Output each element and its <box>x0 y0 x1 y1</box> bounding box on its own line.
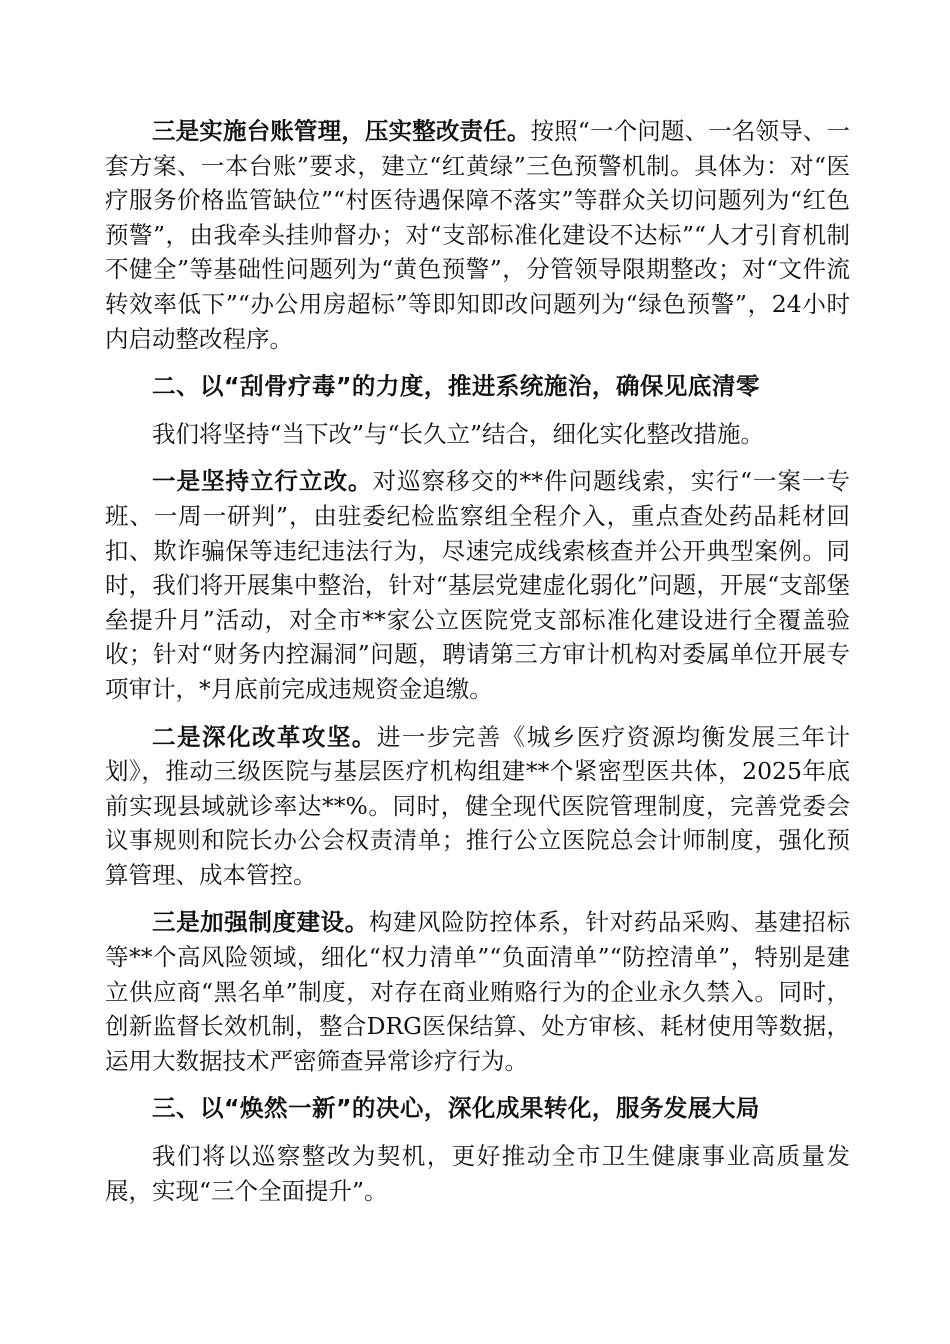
paragraph-text: 按照“一个问题、一名领导、一套方案、一本台账”要求，建立“红黄绿”三色预警机制。具体为：对“医疗服务价格监管缺位”“村医待遇保障不落实”等群众关切问题列为“红色预警”，由我牵头挂帅督办；对“支部标准化建设不达标”“人才引育机制不健全”等基础性问题列为“黄色预警”，分管领导限期整改；对“文件流转效率低下”“办公用房超标”等即知即改问题列为“绿色预警”，24小时内启动整改程序。 <box>105 117 851 353</box>
paragraph-lead: 二是深化改革攻坚。 <box>152 722 377 751</box>
paragraph-reform <box>105 720 850 893</box>
section-heading-3: 三、以“焕然一新”的决心，深化成果转化，服务发展大局 <box>152 1094 760 1123</box>
paragraph-lead: 三是实施台账管理，压实整改责任。 <box>152 117 531 145</box>
paragraph-lead: 一是坚持立行立改。 <box>152 467 373 496</box>
paragraph-intro-2: 我们将坚持“当下改”与“长久立”结合，细化实化整改措施。 <box>152 419 765 448</box>
paragraph-institution-building <box>105 905 850 1078</box>
document-body <box>105 114 850 1221</box>
paragraph-text: 对巡察移交的**件问题线索，实行“一案一专班、一周一研判”，由驻委纪检监察组全程介入，重点查处药品耗材回扣、欺诈骗保等违纪违法行为，尽速完成线索核查并公开典型案例。同时，我们将开展集中整治，针对“基层党建虚化弱化”问题，开展“支部堡垒提升月”活动，对全市**家公立医院党支部标准化建设进行全覆盖验收；针对“财务内控漏洞”问题，聘请第三方审计机构对委属单位开展专项审计，*月底前完成违规资金追缴。 <box>105 467 851 703</box>
section-heading-2: 二、以“刮骨疗毒”的力度，推进系统施治，确保见底清零 <box>152 372 760 401</box>
paragraph-text: 构建风险防控体系，针对药品采购、基建招标等**个高风险领域，细化“权力清单”“负面清单”“防控清单”，特别是建立供应商“黑名单”制度，对存在商业贿赂行为的企业永久禁入。同时，创新监督长效机制，整合DRG医保结算、处方审核、耗材使用等数据，运用大数据技术严密筛查异常诊疗行为。 <box>105 908 851 1075</box>
paragraph-ledger-management <box>105 114 850 356</box>
paragraph-lead: 三是加强制度建设。 <box>152 908 369 937</box>
paragraph-immediate-rectification <box>105 464 850 706</box>
paragraph-text: 进一步完善《城乡医疗资源均衡发展三年计划》，推动三级医院与基层医疗机构组建**个紧密型医共体，2025年底前实现县域就诊率达**%。同时，健全现代医院管理制度，完善党委会议事规则和院长办公会权责清单；推行公立医院总会计师制度，强化预算管理、成本管控。 <box>105 722 851 889</box>
paragraph-intro-3: 我们将以巡察整改为契机，更好推动全市卫生健康事业高质量发展，实现“三个全面提升”。 <box>105 1142 850 1205</box>
